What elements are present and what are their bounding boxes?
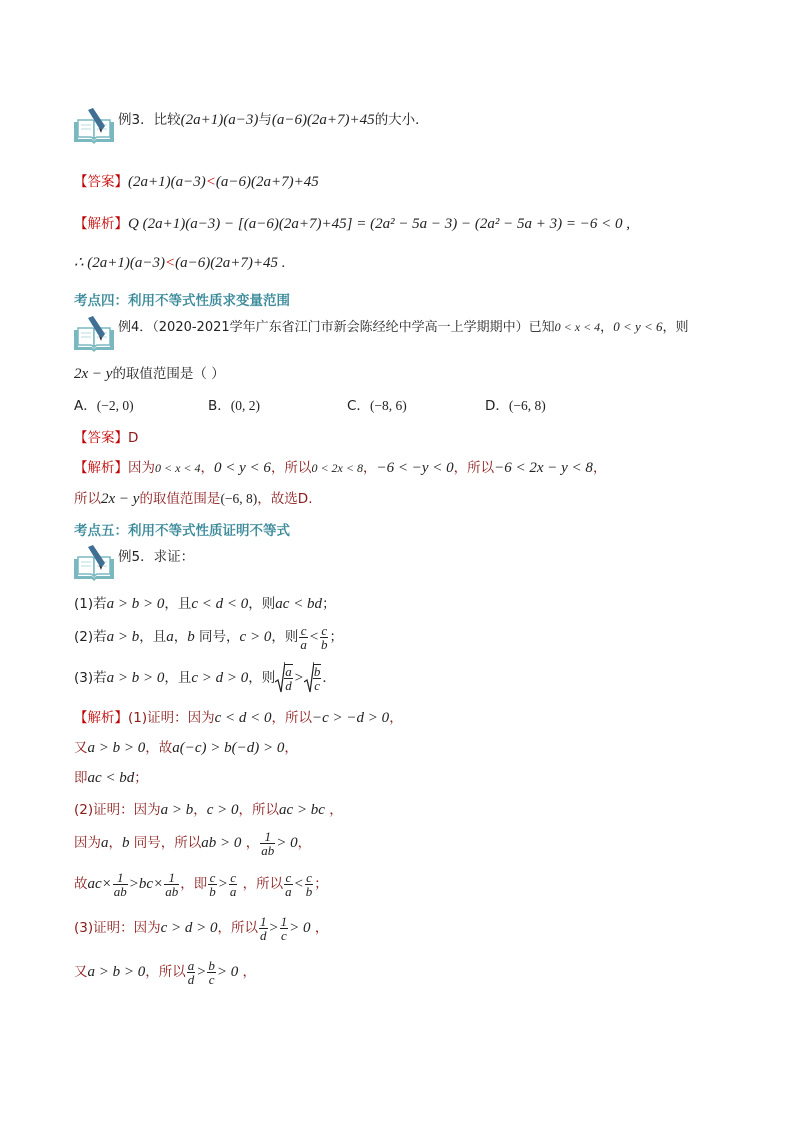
sqrt-b-over-c: $\frac{b}{c}$ bbox=[304, 662, 323, 694]
example-4-title: 例4．（2020-2021学年广东省江门市新会陈经纶中学高一上学期期中）已知0 < x < 4，0 < y < 6，则 bbox=[118, 319, 689, 335]
example-4-analysis-line-1: 【解析】因为0 < x < 4，0 < y < 6，所以0 < 2x < 8，−6 < −y < 0，所以−6 < 2x − y < 8， bbox=[74, 460, 607, 476]
fraction-c-over-b: $\frac{c}{b}$ bbox=[320, 622, 328, 652]
example-5-analysis-line-3: 即ac < bd； bbox=[74, 770, 148, 786]
sqrt-a-over-d: $\frac{a}{d}$ bbox=[275, 662, 294, 694]
example-5-analysis-line-7: (3)证明：因为c > d > 0，所以 $\frac{1}{d}$ > $\frac{1}{c}$ > 0 ， bbox=[74, 913, 329, 943]
example-3-title: 例3．比较(2a+1)(a−3)与(a−6)(2a+7)+45的大小． bbox=[118, 112, 429, 128]
book-pencil-icon bbox=[72, 545, 116, 583]
example-4-question-line: 2x − y的取值范围是（ ） bbox=[74, 366, 225, 382]
example-5-analysis-line-8: 又a > b > 0，所以 $\frac{a}{d}$ > $\frac{b}{c}$ > 0 ， bbox=[74, 957, 257, 987]
example-3-analysis: 【解析】Q (2a+1)(a−3) − [(a−6)(2a+7)+45] = (2a² − 5a − 3) − (2a² − 5a + 3) = −6 < 0 , bbox=[74, 216, 631, 232]
fraction-c-over-a: $\frac{c}{a}$ bbox=[300, 622, 307, 652]
example-3-answer: 【答案】(2a+1)(a−3)<(a−6)(2a+7)+45 bbox=[74, 174, 319, 190]
example-5-part-2: (2)若a > b，且a，b 同号，c > 0，则 $\frac{c}{a}$ < $\frac{c}{b}$ ； bbox=[74, 622, 343, 652]
example-5-part-1: (1)若a > b > 0，且c < d < 0，则ac < bd； bbox=[74, 596, 336, 612]
option-c: C．(−8, 6) bbox=[347, 398, 407, 414]
example-5-part-3: (3)若a > b > 0，且c > d > 0，则 $\frac{a}{d}$ > $\frac{b}{c}$ ． bbox=[74, 664, 336, 693]
example-5-analysis-line-2: 又a > b > 0，故a(−c) > b(−d) > 0， bbox=[74, 740, 298, 756]
book-pencil-icon bbox=[72, 316, 116, 354]
example-4-analysis-line-2: 所以2x − y的取值范围是(−6, 8)，故选D. bbox=[74, 491, 313, 507]
example-5-analysis-line-6: 故ac× $\frac{1}{ab}$ >bc× $\frac{1}{ab}$ ，即 $\frac{c}{b}$ > $\frac{c}{a}$ ，所以 $\frac{c}{a}$ < $\frac{c}{b}$ ； bbox=[74, 869, 328, 899]
key-point-4-heading: 考点四：利用不等式性质求变量范围 bbox=[74, 293, 290, 309]
example-5-title: 例5．求证： bbox=[118, 549, 195, 565]
example-4-answer: 【答案】D bbox=[74, 430, 139, 446]
book-pencil-icon bbox=[72, 108, 116, 146]
option-b: B．(0, 2) bbox=[208, 398, 261, 414]
option-a: A．(−2, 0) bbox=[74, 398, 134, 414]
example-5-analysis-line-4: (2)证明：因为a > b，c > 0，所以ac > bc ， bbox=[74, 802, 343, 818]
example-5-analysis-line-1: 【解析】(1)证明：因为c < d < 0，所以−c > −d > 0， bbox=[74, 710, 403, 726]
fraction-1-over-ab: $\frac{1}{ab}$ bbox=[261, 828, 275, 858]
key-point-5-heading: 考点五：利用不等式性质证明不等式 bbox=[74, 523, 290, 539]
example-3-conclusion: ∴ (2a+1)(a−3)<(a−6)(2a+7)+45 . bbox=[74, 255, 286, 271]
option-d: D．(−6, 8) bbox=[485, 398, 546, 414]
example-5-analysis-line-5: 因为a，b 同号，所以ab > 0 ， $\frac{1}{ab}$ > 0， bbox=[74, 828, 312, 858]
